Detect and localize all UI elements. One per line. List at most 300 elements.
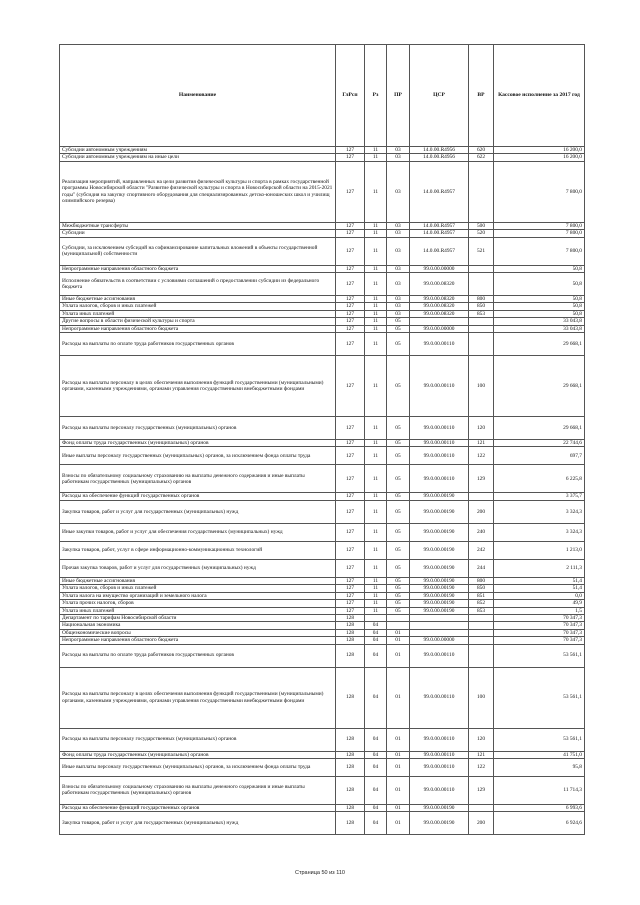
cell-glrsp: 127	[336, 523, 365, 541]
cell-rz	[365, 614, 387, 621]
cell-value: 51,4	[494, 577, 585, 584]
cell-name: Расходы на выплаты по оплате труда работников государственных органов	[60, 644, 336, 667]
cell-value: 33 043,8	[494, 325, 585, 332]
cell-pr: 05	[387, 447, 410, 465]
cell-glrsp: 127	[336, 607, 365, 614]
table-row	[60, 303, 585, 310]
cell-csr: 99.0.00.00110	[410, 465, 469, 493]
cell-vr: 622	[469, 154, 494, 161]
cell-name: Расходы на выплаты персоналу в целях обеспечения выполнения функций государственными (муниципальными) органами, казенными учреждениями, органами управления государственными внебюджетными фондами	[60, 356, 336, 417]
cell-csr: 99.0.00.08320	[410, 296, 469, 303]
cell-value: 697,7	[494, 447, 585, 465]
cell-rz: 04	[365, 644, 387, 667]
cell-glrsp: 127	[336, 500, 365, 523]
cell-rz: 11	[365, 577, 387, 584]
table-row	[60, 500, 585, 523]
table-row	[60, 559, 585, 577]
table-row	[60, 154, 585, 161]
header-name: Наименование	[60, 45, 336, 147]
table-row	[60, 637, 585, 644]
cell-glrsp: 128	[336, 758, 365, 776]
table-row	[60, 147, 585, 154]
cell-csr: 99.0.00.00190	[410, 812, 469, 835]
header-glrsp: ГлРсп	[336, 45, 365, 147]
cell-name: Закупка товаров, работ и услуг для государственных (муниципальных) нужд	[60, 812, 336, 835]
table-row	[60, 758, 585, 776]
cell-csr: 99.0.00.00190	[410, 523, 469, 541]
cell-pr: 01	[387, 629, 410, 636]
table-row	[60, 577, 585, 584]
cell-csr: 99.0.00.00000	[410, 637, 469, 644]
table-row	[60, 728, 585, 751]
cell-pr: 03	[387, 230, 410, 237]
cell-pr: 05	[387, 541, 410, 559]
cell-pr: 05	[387, 523, 410, 541]
cell-value: 53 561,1	[494, 644, 585, 667]
page-number: Страница 50 из 110	[295, 870, 345, 876]
cell-value: 41 751,0	[494, 751, 585, 758]
cell-rz: 11	[365, 493, 387, 500]
cell-vr	[469, 161, 494, 222]
cell-vr: 853	[469, 310, 494, 317]
table-row	[60, 237, 585, 265]
cell-pr: 03	[387, 161, 410, 222]
cell-vr: 800	[469, 577, 494, 584]
cell-glrsp: 128	[336, 812, 365, 835]
cell-pr: 05	[387, 585, 410, 592]
cell-pr	[387, 622, 410, 629]
table-row	[60, 585, 585, 592]
cell-csr: 99.0.00.00110	[410, 758, 469, 776]
cell-rz: 11	[365, 356, 387, 417]
cell-value: 11 714,3	[494, 776, 585, 804]
cell-glrsp: 127	[336, 273, 365, 296]
cell-glrsp: 128	[336, 667, 365, 728]
cell-vr: 521	[469, 237, 494, 265]
cell-rz: 04	[365, 667, 387, 728]
cell-value: 50,8	[494, 303, 585, 310]
cell-value: 3 324,3	[494, 523, 585, 541]
cell-name: Закупка товаров, работ, услуг в сфере информационно-коммуникационных технологий	[60, 541, 336, 559]
header-vr: ВР	[469, 45, 494, 147]
cell-name: Непрограммные направления областного бюджета	[60, 325, 336, 332]
cell-csr: 99.0.00.00190	[410, 493, 469, 500]
table-row	[60, 325, 585, 332]
cell-rz: 11	[365, 600, 387, 607]
cell-value: 33 043,8	[494, 318, 585, 325]
cell-rz: 11	[365, 310, 387, 317]
cell-glrsp: 127	[336, 147, 365, 154]
cell-name: Субсидии автономным учреждениям на иные цели	[60, 154, 336, 161]
cell-csr: 99.0.00.00190	[410, 607, 469, 614]
cell-name: Исполнение обязательств в соответствии с условиями соглашений о предоставлении субсидии из федерального бюджета	[60, 273, 336, 296]
table-row	[60, 333, 585, 356]
cell-name: Непрограммные направления областного бюджета	[60, 265, 336, 272]
table-row	[60, 222, 585, 229]
cell-vr: 244	[469, 559, 494, 577]
cell-name: Иные выплаты персоналу государственных (муниципальных) органов, за исключением фонда оплаты труда	[60, 758, 336, 776]
cell-value: 70 347,3	[494, 614, 585, 621]
cell-value: 70 347,3	[494, 622, 585, 629]
cell-rz: 11	[365, 523, 387, 541]
table-row	[60, 417, 585, 440]
cell-pr: 05	[387, 592, 410, 599]
cell-glrsp: 127	[336, 303, 365, 310]
cell-pr: 05	[387, 607, 410, 614]
cell-pr: 05	[387, 559, 410, 577]
cell-vr: 520	[469, 230, 494, 237]
table-row	[60, 751, 585, 758]
cell-rz: 04	[365, 751, 387, 758]
cell-rz: 04	[365, 637, 387, 644]
cell-glrsp: 127	[336, 559, 365, 577]
cell-vr	[469, 622, 494, 629]
cell-glrsp: 127	[336, 465, 365, 493]
cell-glrsp: 128	[336, 644, 365, 667]
cell-rz: 11	[365, 296, 387, 303]
cell-name: Иные бюджетные ассигнования	[60, 296, 336, 303]
cell-value: 16 200,0	[494, 154, 585, 161]
table-row	[60, 273, 585, 296]
header-rz: Рз	[365, 45, 387, 147]
cell-name: Закупка товаров, работ и услуг для государственных (муниципальных) нужд	[60, 500, 336, 523]
table-row	[60, 622, 585, 629]
cell-name: Уплата прочих налогов, сборов	[60, 600, 336, 607]
cell-csr: 14.0.00.R4957	[410, 161, 469, 222]
cell-value: 50,8	[494, 310, 585, 317]
cell-csr: 14.0.00.R4956	[410, 147, 469, 154]
cell-csr	[410, 318, 469, 325]
cell-pr: 01	[387, 758, 410, 776]
cell-pr: 03	[387, 222, 410, 229]
table-row	[60, 592, 585, 599]
cell-pr: 01	[387, 728, 410, 751]
cell-vr: 850	[469, 303, 494, 310]
table-row	[60, 356, 585, 417]
cell-glrsp: 127	[336, 493, 365, 500]
cell-name: Уплата налогов, сборов и иных платежей	[60, 303, 336, 310]
table-row	[60, 776, 585, 804]
cell-name: Расходы на обеспечение функций государственных органов	[60, 493, 336, 500]
cell-value: 0,0	[494, 592, 585, 599]
cell-vr	[469, 493, 494, 500]
cell-glrsp: 127	[336, 237, 365, 265]
table-row	[60, 644, 585, 667]
cell-vr	[469, 273, 494, 296]
cell-csr: 99.0.00.00190	[410, 541, 469, 559]
cell-pr: 05	[387, 493, 410, 500]
table-body	[60, 147, 585, 835]
cell-vr: 800	[469, 296, 494, 303]
cell-glrsp: 128	[336, 776, 365, 804]
cell-glrsp: 127	[336, 325, 365, 332]
cell-value: 16 200,0	[494, 147, 585, 154]
cell-glrsp: 127	[336, 333, 365, 356]
cell-value: 3 375,7	[494, 493, 585, 500]
cell-vr: 853	[469, 607, 494, 614]
cell-csr: 99.0.00.00110	[410, 356, 469, 417]
cell-csr: 99.0.00.00110	[410, 447, 469, 465]
cell-pr: 01	[387, 637, 410, 644]
cell-glrsp: 128	[336, 614, 365, 621]
header-pr: ПР	[387, 45, 410, 147]
cell-rz: 11	[365, 440, 387, 447]
cell-name: Общеэкономические вопросы	[60, 629, 336, 636]
cell-glrsp: 127	[336, 440, 365, 447]
document-page	[59, 44, 584, 835]
cell-csr: 99.0.00.00000	[410, 265, 469, 272]
cell-csr: 99.0.00.00110	[410, 440, 469, 447]
cell-vr: 240	[469, 523, 494, 541]
cell-vr	[469, 644, 494, 667]
cell-value: 50,8	[494, 265, 585, 272]
cell-glrsp: 127	[336, 222, 365, 229]
cell-csr: 99.0.00.08320	[410, 303, 469, 310]
cell-vr: 129	[469, 776, 494, 804]
cell-value: 6 225,8	[494, 465, 585, 493]
cell-value: 1,5	[494, 607, 585, 614]
cell-value: 53 561,1	[494, 728, 585, 751]
cell-vr: 850	[469, 585, 494, 592]
cell-vr	[469, 804, 494, 811]
cell-value: 1 213,0	[494, 541, 585, 559]
cell-rz: 04	[365, 812, 387, 835]
cell-value: 70 347,3	[494, 629, 585, 636]
cell-name: Непрограммные направления областного бюджета	[60, 637, 336, 644]
cell-glrsp: 127	[336, 318, 365, 325]
cell-glrsp: 128	[336, 637, 365, 644]
cell-name: Субсидии	[60, 230, 336, 237]
cell-csr: 99.0.00.00110	[410, 728, 469, 751]
cell-vr	[469, 318, 494, 325]
header-csr: ЦСР	[410, 45, 469, 147]
cell-glrsp: 128	[336, 804, 365, 811]
table-row	[60, 600, 585, 607]
cell-rz: 04	[365, 622, 387, 629]
cell-pr: 05	[387, 440, 410, 447]
budget-table	[59, 44, 585, 835]
cell-name: Национальная экономика	[60, 622, 336, 629]
cell-rz: 11	[365, 417, 387, 440]
cell-vr	[469, 637, 494, 644]
cell-csr: 99.0.00.00190	[410, 585, 469, 592]
cell-name: Фонд оплаты труда государственных (муниципальных) органов	[60, 751, 336, 758]
cell-csr: 99.0.00.00190	[410, 500, 469, 523]
cell-value: 2 111,3	[494, 559, 585, 577]
cell-value: 50,8	[494, 273, 585, 296]
table-row	[60, 812, 585, 835]
cell-glrsp: 127	[336, 417, 365, 440]
table-row	[60, 629, 585, 636]
cell-rz: 11	[365, 607, 387, 614]
cell-rz: 11	[365, 559, 387, 577]
cell-value: 29 668,1	[494, 333, 585, 356]
cell-value: 7 800,0	[494, 161, 585, 222]
cell-glrsp: 127	[336, 541, 365, 559]
cell-pr: 05	[387, 417, 410, 440]
table-row	[60, 465, 585, 493]
cell-rz: 04	[365, 728, 387, 751]
cell-rz: 11	[365, 147, 387, 154]
cell-pr: 03	[387, 237, 410, 265]
cell-glrsp: 128	[336, 622, 365, 629]
cell-name: Другие вопросы в области физической культуры и спорта	[60, 318, 336, 325]
cell-pr: 05	[387, 600, 410, 607]
cell-vr: 500	[469, 222, 494, 229]
cell-pr: 01	[387, 804, 410, 811]
cell-vr: 120	[469, 728, 494, 751]
cell-pr: 05	[387, 325, 410, 332]
cell-value: 29 668,1	[494, 417, 585, 440]
cell-rz: 11	[365, 161, 387, 222]
table-row	[60, 614, 585, 621]
cell-pr: 03	[387, 147, 410, 154]
cell-vr: 121	[469, 751, 494, 758]
cell-vr: 122	[469, 758, 494, 776]
cell-csr	[410, 622, 469, 629]
cell-name: Межбюджетные трансферты	[60, 222, 336, 229]
cell-vr	[469, 265, 494, 272]
cell-rz: 11	[365, 325, 387, 332]
table-row	[60, 447, 585, 465]
cell-vr: 100	[469, 667, 494, 728]
cell-vr: 129	[469, 465, 494, 493]
cell-csr: 14.0.00.R4956	[410, 154, 469, 161]
cell-vr	[469, 614, 494, 621]
cell-pr: 03	[387, 154, 410, 161]
cell-pr: 05	[387, 356, 410, 417]
cell-csr: 99.0.00.00110	[410, 776, 469, 804]
cell-rz: 11	[365, 500, 387, 523]
table-row	[60, 804, 585, 811]
cell-glrsp: 127	[336, 577, 365, 584]
cell-glrsp: 127	[336, 310, 365, 317]
cell-pr	[387, 614, 410, 621]
cell-csr: 99.0.00.00110	[410, 751, 469, 758]
cell-csr: 99.0.00.00110	[410, 667, 469, 728]
cell-name: Субсидии автономным учреждениям	[60, 147, 336, 154]
cell-name: Взносы по обязательному социальному страхованию на выплаты денежного содержания и иные выплаты работникам государственных (муниципальных) органов	[60, 465, 336, 493]
cell-rz: 11	[365, 230, 387, 237]
cell-csr: 14.0.00.R4957	[410, 222, 469, 229]
cell-glrsp: 127	[336, 161, 365, 222]
cell-rz: 11	[365, 585, 387, 592]
cell-glrsp: 127	[336, 447, 365, 465]
cell-name: Расходы на выплаты персоналу в целях обеспечения выполнения функций государственными (муниципальными) органами, казенными учреждениями, органами управления государственными внебюджетными фондами	[60, 667, 336, 728]
cell-pr: 03	[387, 296, 410, 303]
cell-name: Иные выплаты персоналу государственных (муниципальных) органов, за исключением фонда оплаты труда	[60, 447, 336, 465]
cell-glrsp: 128	[336, 728, 365, 751]
cell-value: 7 800,0	[494, 237, 585, 265]
cell-vr: 852	[469, 600, 494, 607]
cell-csr: 99.0.00.00190	[410, 592, 469, 599]
cell-glrsp: 127	[336, 600, 365, 607]
cell-rz: 04	[365, 629, 387, 636]
cell-pr: 05	[387, 577, 410, 584]
table-row	[60, 265, 585, 272]
cell-name: Субсидии, за исключением субсидий на софинансирование капитальных вложений в объекты государственной (муниципальной) собственности	[60, 237, 336, 265]
header-value: Кассовое исполнение за 2017 год	[494, 45, 585, 147]
cell-value: 53 561,1	[494, 667, 585, 728]
cell-vr: 200	[469, 812, 494, 835]
table-row	[60, 493, 585, 500]
cell-vr	[469, 333, 494, 356]
cell-value: 3 324,3	[494, 500, 585, 523]
cell-csr: 14.0.00.R4957	[410, 230, 469, 237]
cell-pr: 05	[387, 500, 410, 523]
cell-name: Уплата иных платежей	[60, 310, 336, 317]
cell-pr: 01	[387, 751, 410, 758]
cell-name: Иные бюджетные ассигнования	[60, 577, 336, 584]
cell-pr: 01	[387, 644, 410, 667]
cell-pr: 05	[387, 318, 410, 325]
table-row	[60, 541, 585, 559]
cell-vr: 122	[469, 447, 494, 465]
cell-csr: 99.0.00.00000	[410, 325, 469, 332]
cell-name: Расходы на выплаты персоналу государственных (муниципальных) органов	[60, 417, 336, 440]
cell-csr: 99.0.00.00110	[410, 333, 469, 356]
cell-pr: 05	[387, 333, 410, 356]
cell-value: 7 800,0	[494, 222, 585, 229]
cell-pr: 03	[387, 310, 410, 317]
cell-pr: 03	[387, 265, 410, 272]
table-row	[60, 318, 585, 325]
cell-rz: 11	[365, 318, 387, 325]
cell-name: Департамент по тарифам Новосибирской области	[60, 614, 336, 621]
cell-csr: 99.0.00.00110	[410, 644, 469, 667]
cell-vr: 200	[469, 500, 494, 523]
cell-glrsp: 127	[336, 265, 365, 272]
table-row	[60, 161, 585, 222]
cell-value: 7 800,0	[494, 230, 585, 237]
table-row	[60, 667, 585, 728]
cell-rz: 11	[365, 237, 387, 265]
cell-rz: 04	[365, 758, 387, 776]
table-row	[60, 523, 585, 541]
cell-vr: 121	[469, 440, 494, 447]
cell-vr: 100	[469, 356, 494, 417]
cell-rz: 11	[365, 273, 387, 296]
cell-name: Реализация мероприятий, направленных на цели развития физической культуры и спорта в рамках государственной программы Новосибирской области "Развитие физической культуры и спорта в Новосибирской области на 2015-2021 годы" (субсидия на закупку спортивного оборудования для специализированных детско-юношеских школ и училищ олимпийского резерва)	[60, 161, 336, 222]
cell-pr: 03	[387, 273, 410, 296]
cell-value: 6 924,6	[494, 812, 585, 835]
cell-name: Уплата иных платежей	[60, 607, 336, 614]
table-row	[60, 296, 585, 303]
cell-glrsp: 128	[336, 629, 365, 636]
cell-value: 29 668,1	[494, 356, 585, 417]
cell-rz: 11	[365, 447, 387, 465]
cell-name: Расходы на выплаты по оплате труда работников государственных органов	[60, 333, 336, 356]
table-row	[60, 230, 585, 237]
cell-glrsp: 127	[336, 230, 365, 237]
cell-name: Прочая закупка товаров, работ и услуг для государственных (муниципальных) нужд	[60, 559, 336, 577]
cell-glrsp: 127	[336, 154, 365, 161]
table-row	[60, 607, 585, 614]
cell-csr: 14.0.00.R4957	[410, 237, 469, 265]
cell-vr: 851	[469, 592, 494, 599]
cell-name: Фонд оплаты труда государственных (муниципальных) органов	[60, 440, 336, 447]
cell-value: 95,8	[494, 758, 585, 776]
cell-pr: 01	[387, 667, 410, 728]
table-row	[60, 440, 585, 447]
cell-value: 49,9	[494, 600, 585, 607]
cell-vr	[469, 325, 494, 332]
cell-glrsp: 127	[336, 356, 365, 417]
cell-value: 51,4	[494, 585, 585, 592]
cell-csr: 99.0.00.08320	[410, 310, 469, 317]
cell-glrsp: 127	[336, 296, 365, 303]
cell-rz: 11	[365, 592, 387, 599]
